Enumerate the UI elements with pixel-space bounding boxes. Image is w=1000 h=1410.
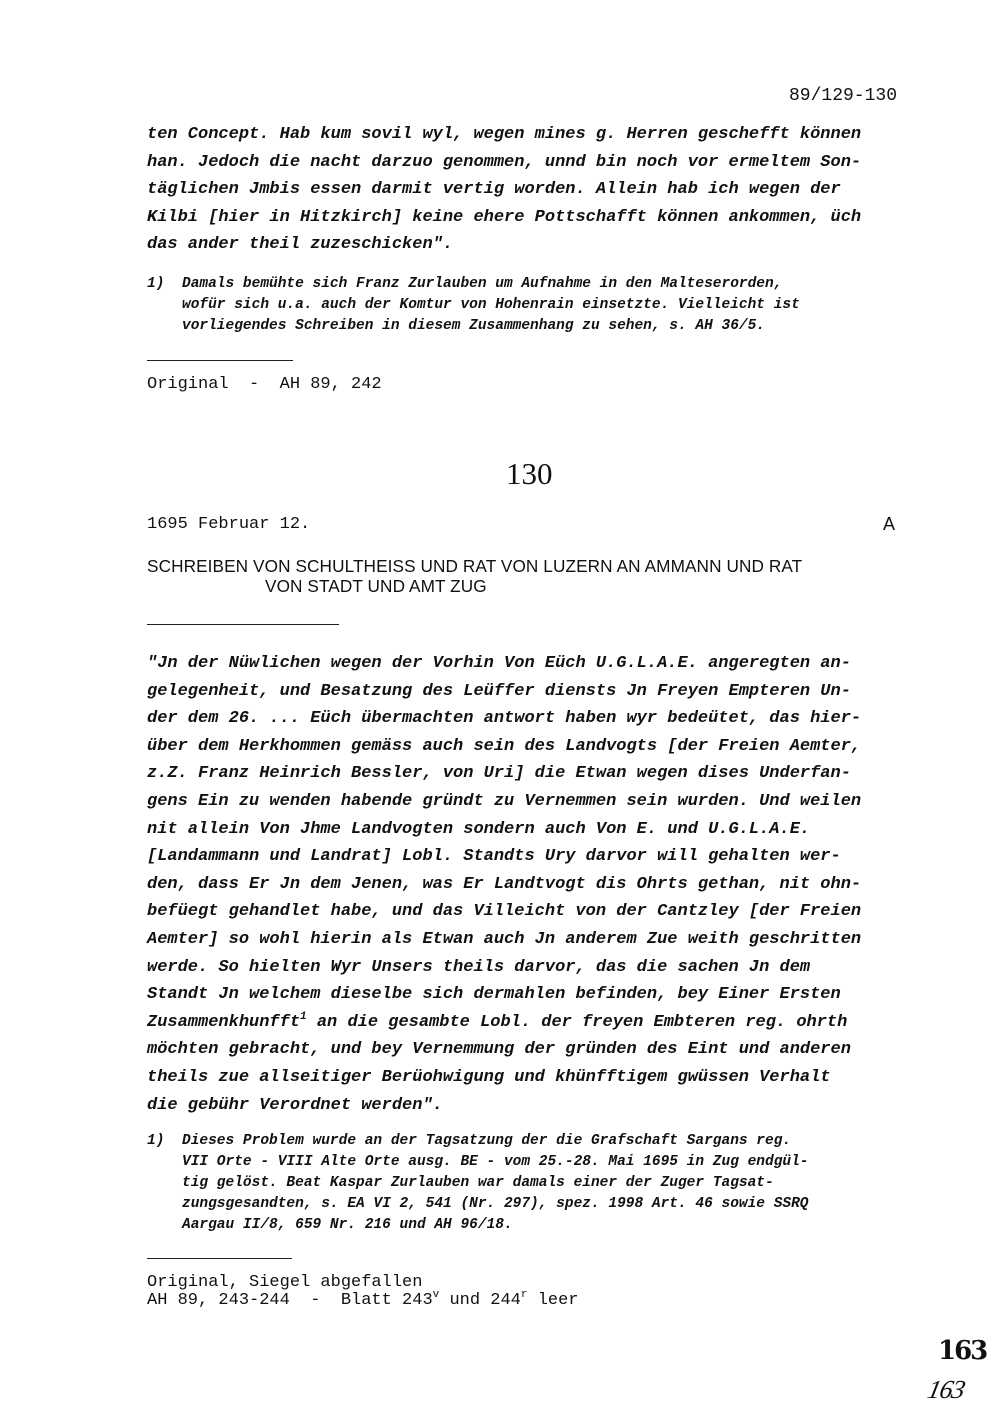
footnote-line: wofür sich u.a. auch der Komtur von Hohenrain einsetzte. Vielleicht ist [182,297,800,313]
footnote-line: tig gelöst. Beat Kaspar Zurlauben war damals einer der Zuger Tagsat- [182,1175,774,1191]
text-fragment: Zusammenkhunfft [147,1012,301,1032]
document-date: 1695 Februar 12. [147,515,311,534]
divider-rule [147,360,293,361]
footnote-line: Aargau II/8, 659 Nr. 216 und AH 96/18. [182,1217,513,1233]
source-line [147,1291,579,1310]
text-line: "Jn der Nüwlichen wegen der Vorhin Von Eüch U.G.L.A.E. angeregten an- [147,654,851,673]
verso-mark: v [432,1289,440,1301]
footnote-line: vorliegendes Schreiben in diesem Zusammenhang zu sehen, s. AH 36/5. [182,318,765,334]
text-line: das ander theil zuzeschicken". [147,235,454,255]
text-line: täglichen Jmbis essen darmit vertig worden. Allein hab ich wegen der [147,180,841,200]
text-line: werde. So hielten Wyr Unsers theils darvor, das die sachen Jn dem [147,957,811,977]
text-line [147,1009,847,1037]
text-fragment: und 244 [439,1291,521,1310]
text-line: Standt Jn welchem dieselbe sich dermahlen befinden, bey Einer Ersten [147,985,841,1005]
source-note: Original - AH 89, 242 [147,375,382,394]
title-line: VON STADT UND AMT ZUG [265,576,487,596]
footnote-line: Dieses Problem wurde an der Tagsatzung der die Grafschaft Sargans reg. [182,1133,792,1149]
document-number: 130 [506,456,553,491]
text-fragment: an die gesambte Lobl. der freyen Embteren reg. ohrth [316,1012,848,1032]
footnote-line: VII Orte - VIII Alte Orte ausg. BE - vom 25.-28. Mai 1695 in Zug endgül- [182,1154,809,1170]
page-reference: 89/129-130 [789,86,898,106]
footnote-marker: 1) [147,1133,165,1149]
footnote-line: Damals bemühte sich Franz Zurlauben um Aufnahme in den Malteserorden, [182,276,783,292]
text-line: [Landammann und Landrat] Lobl. Standts Ury darvor will gehalten wer- [147,847,841,867]
text-line: Aemter] so wohl hierin als Etwan auch Jn anderem Zue weith geschritten [147,930,862,949]
document-type: A [883,514,896,534]
divider-rule [147,624,339,625]
text-line: über dem Herkhommen gemäss auch sein des Landvogts [der Freien Aemter, [147,736,862,756]
text-line: der dem 26. ... Eüch übermachten antwort haben wyr bedeütet, das hier- [147,709,862,729]
text-line: möchten gebracht, und bey Vernemmung der gründen des Eint und anderen [147,1040,851,1060]
text-line: die gebühr Verordnet werden". [147,1095,443,1115]
handwritten-page-number: 163 [925,1375,968,1404]
text-line: ten Concept. Hab kum sovil wyl, wegen mines g. Herren geschefft können [147,125,862,144]
text-line: Kilbi [hier in Hitzkirch] keine ehere Pottschafft können ankommen, üch [147,207,862,227]
text-line: gens Ein zu wenden habende gründt zu Vernemmen sein wurden. Und weilen [147,792,862,811]
text-fragment: leer [527,1291,579,1310]
source-line: Original, Siegel abgefallen [147,1273,423,1292]
title-line: SCHREIBEN VON SCHULTHEISS UND RAT VON LUZERN AN AMMANN UND RAT [147,556,803,576]
page-stamp: 163 [938,1336,987,1366]
text-line: befüegt gehandlet habe, und das Villeicht von der Cantzley [der Freien [147,902,862,922]
text-line: z.Z. Franz Heinrich Bessler, von Uri] die Etwan wegen dises Underfan- [147,764,851,784]
footnote-ref: 1 [300,1010,307,1023]
text-line: theils zue allseitiger Berüohwigung und khünfftigem gwüssen Verhalt [147,1068,831,1087]
footnote-line: zungsgesandten, s. EA VI 2, 541 (Nr. 297), spez. 1998 Art. 46 sowie SSRQ [182,1196,809,1212]
recto-mark: r [520,1289,528,1301]
text-line: den, dass Er Jn dem Jenen, was Er Landtvogt dis Ohrts gethan, nit ohn- [147,874,862,894]
text-fragment: AH 89, 243-244 - Blatt 243 [147,1291,433,1310]
divider-rule [147,1258,292,1259]
footnote-marker: 1) [147,276,165,292]
text-line: nit allein Von Jhme Landvogten sondern auch Von E. und U.G.L.A.E. [147,819,811,839]
text-line: han. Jedoch die nacht darzuo genommen, unnd bin noch vor ermeltem Son- [147,152,862,172]
text-line: gelegenheit, und Besatzung des Leüffer diensts Jn Freyen Empteren Un- [147,681,851,701]
